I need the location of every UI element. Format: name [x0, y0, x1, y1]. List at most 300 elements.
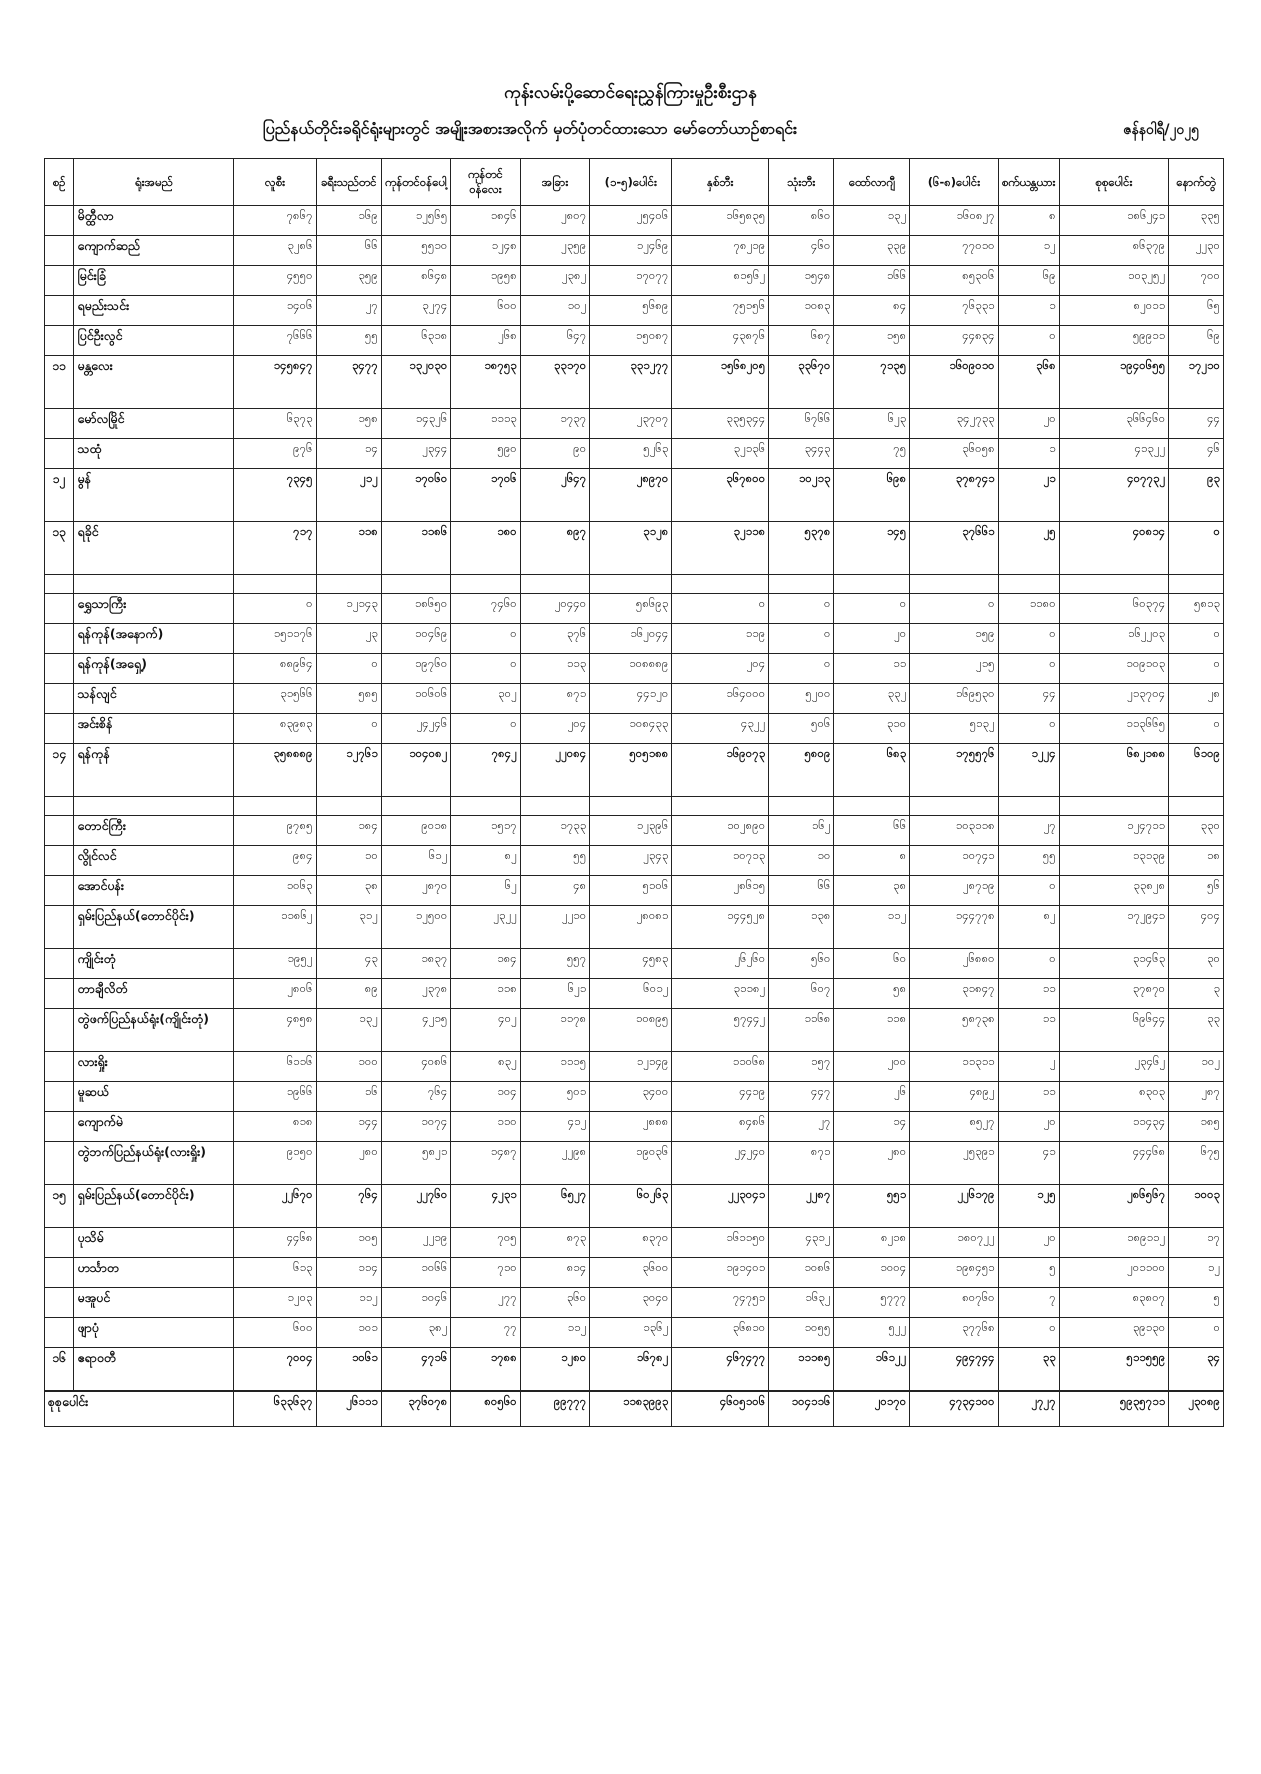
spacer-cell: [234, 797, 316, 816]
value-cell: ၇၀၀၄: [234, 1348, 316, 1392]
value-cell: ၂၂၀၈၄: [520, 744, 589, 797]
value-cell: ၃၁၂: [316, 906, 381, 949]
value-cell: ၂၂၁၀: [520, 906, 589, 949]
value-cell: ၁၀၄: [451, 1082, 520, 1112]
value-cell: ၅၂၆၃: [590, 439, 672, 469]
value-cell: ၂၈၇: [1169, 1082, 1224, 1112]
value-cell: ၁၀၄၀၈၂: [381, 744, 450, 797]
value-cell: ၂၈၇၀: [381, 876, 450, 906]
value-cell: ၃၆၀: [520, 1288, 589, 1318]
value-cell: ၁၄၃၂၆: [381, 409, 450, 439]
table-row: [45, 266, 1224, 296]
value-cell: ၃၃၁၂၇၇: [590, 356, 672, 409]
table-row: [45, 906, 1224, 949]
spacer-cell: [451, 575, 520, 594]
value-cell: ၁၁၄: [316, 1258, 381, 1288]
value-cell: ၆၂၁: [520, 979, 589, 1009]
column-header: ကုန်တင်ဝန်လေး: [451, 159, 520, 206]
value-cell: ၈၇၃: [520, 1228, 589, 1258]
spacer-cell: [672, 575, 769, 594]
serial-number-cell: [45, 326, 74, 356]
value-cell: ၁၆၉: [316, 206, 381, 236]
spacer-cell: [520, 575, 589, 594]
table-row: [45, 1009, 1224, 1052]
value-cell: ၁၈၄: [451, 949, 520, 979]
value-cell: ၆၅၂၇: [520, 1185, 589, 1228]
value-cell: ၁၅၆၈၂၀၅: [672, 356, 769, 409]
value-cell: ၃၄၀၀: [590, 1082, 672, 1112]
value-cell: ၁၂၁၄၉: [590, 1052, 672, 1082]
serial-number-cell: ၁၁: [45, 356, 74, 409]
value-cell: ၂၂၆၇၀: [234, 1185, 316, 1228]
value-cell: ၂၈၇၁၉: [910, 876, 998, 906]
table-row: [45, 979, 1224, 1009]
value-cell: ၈၁၅၆၂: [672, 266, 769, 296]
value-cell: ၁၄၈၇: [451, 1142, 520, 1185]
spacer-cell: [834, 575, 910, 594]
spacer-cell: [381, 797, 450, 816]
value-cell: ၈၄: [834, 296, 910, 326]
value-cell: ၃၆၇၈၀၀: [672, 469, 769, 522]
value-cell: ၁၇၂၁၀: [1169, 356, 1224, 409]
value-cell: ၁၁၁၈၅: [769, 1348, 834, 1392]
office-name-cell: လားရှိုး: [74, 1052, 234, 1082]
value-cell: ၈၉: [316, 979, 381, 1009]
value-cell: ၀: [910, 594, 998, 624]
value-cell: ၃၅၉: [316, 266, 381, 296]
value-cell: ၅၅: [520, 846, 589, 876]
serial-number-cell: [45, 296, 74, 326]
value-cell: ၁၆၉၅၃၀: [910, 684, 998, 714]
value-cell: ၃၅၈၈၈၉: [234, 744, 316, 797]
serial-number-cell: [45, 816, 74, 846]
value-cell: ၁၀၅၅: [769, 1318, 834, 1348]
value-cell: ၈၆၃၇၉: [1059, 236, 1168, 266]
value-cell: ၁၁၉: [672, 624, 769, 654]
value-cell: ၁၁၈၆၂: [234, 906, 316, 949]
total-value-cell: ၂၆၁၁၁: [316, 1391, 381, 1427]
value-cell: ၀: [998, 326, 1059, 356]
value-cell: ၅: [1169, 1288, 1224, 1318]
value-cell: ၀: [998, 949, 1059, 979]
value-cell: ၃၈: [316, 876, 381, 906]
value-cell: ၁၀၂၁၃: [769, 469, 834, 522]
value-cell: ၈၃၈၀၇: [1059, 1288, 1168, 1318]
serial-number-cell: [45, 684, 74, 714]
value-cell: ၄၄၈၃၄: [910, 326, 998, 356]
total-row: [45, 1391, 1224, 1427]
value-cell: ၂၈၀၇: [520, 206, 589, 236]
value-cell: ၇၅: [834, 439, 910, 469]
value-cell: ၀: [1169, 654, 1224, 684]
office-name-cell: ဖျာပုံ: [74, 1318, 234, 1348]
value-cell: ၈၈၉၆၄: [234, 654, 316, 684]
value-cell: ၁၁၈: [834, 1009, 910, 1052]
vehicle-registration-table: [44, 158, 1224, 1427]
office-name-cell: ရန်ကုန်: [74, 744, 234, 797]
serial-number-cell: [45, 1288, 74, 1318]
value-cell: ၁၆၀၉၀၁၀: [910, 356, 998, 409]
office-name-cell: မိတ္ထီလာ: [74, 206, 234, 236]
value-cell: ၁၃၁၃၉: [1059, 846, 1168, 876]
office-name-cell: အောင်ပန်း: [74, 876, 234, 906]
column-header: (၁-၅)ပေါင်း: [590, 159, 672, 206]
spacer-cell: [910, 797, 998, 816]
value-cell: ၁၆၉၀၇၃: [672, 744, 769, 797]
value-cell: ၄၄၁၂၀: [590, 684, 672, 714]
value-cell: ၁၁: [998, 1009, 1059, 1052]
value-cell: ၈၂: [998, 906, 1059, 949]
value-cell: ၃၂၁၃၆: [672, 439, 769, 469]
value-cell: ၅၅: [998, 846, 1059, 876]
value-cell: ၁၆၆: [834, 266, 910, 296]
office-name-cell: ပုသိမ်: [74, 1228, 234, 1258]
value-cell: ၅၁၀၆: [590, 876, 672, 906]
value-cell: ၂၀: [998, 1112, 1059, 1142]
value-cell: ၁၈၆၂၄၁: [1059, 206, 1168, 236]
value-cell: ၁၇၃၇: [520, 409, 589, 439]
column-header: ခရီးသည်တင်: [316, 159, 381, 206]
table-row: [45, 624, 1224, 654]
table-row: [45, 1142, 1224, 1185]
value-cell: ၁၈၀၇၂၂: [910, 1228, 998, 1258]
value-cell: ၁၆၇၈၂: [590, 1348, 672, 1392]
office-name-cell: ရွှေသာကြီး: [74, 594, 234, 624]
value-cell: ၁၂၁၄၃: [316, 594, 381, 624]
value-cell: ၄၈၉၂: [910, 1082, 998, 1112]
value-cell: ၂၃၅၉: [520, 236, 589, 266]
office-name-cell: တောင်ကြီး: [74, 816, 234, 846]
value-cell: ၁၂: [998, 236, 1059, 266]
value-cell: ၅၆: [1169, 876, 1224, 906]
office-name-cell: ရခိုင်: [74, 522, 234, 575]
serial-number-cell: ၁၄: [45, 744, 74, 797]
value-cell: ၁၁၇၈: [520, 1009, 589, 1052]
total-value-cell: ၁၁၈၃၉၉၃: [590, 1391, 672, 1427]
value-cell: ၂၀၁၁၀၀: [1059, 1258, 1168, 1288]
column-header: အခြား: [520, 159, 589, 206]
value-cell: ၁၄၄၅၂၈: [672, 906, 769, 949]
value-cell: ၁၀၁: [316, 1318, 381, 1348]
value-cell: ၁၁၃၁၁: [910, 1052, 998, 1082]
value-cell: ၂၁၃၇၀၄: [1059, 684, 1168, 714]
serial-number-cell: [45, 846, 74, 876]
value-cell: ၄၀၈၆: [381, 1052, 450, 1082]
value-cell: ၄၃၂၂: [672, 714, 769, 744]
value-cell: ၃၃၅: [1169, 206, 1224, 236]
serial-number-cell: ၁၆: [45, 1348, 74, 1392]
value-cell: ၄၀၈၁၄: [1059, 522, 1168, 575]
table-row: [45, 714, 1224, 744]
office-name-cell: ကျိုင်းတုံ: [74, 949, 234, 979]
value-cell: ၀: [316, 714, 381, 744]
value-cell: ၁၁၀: [451, 1112, 520, 1142]
office-name-cell: ရှမ်းပြည်နယ်(တောင်ပိုင်း): [74, 1185, 234, 1228]
value-cell: ၂၆၈၈၀: [910, 949, 998, 979]
value-cell: ၆၁၁၆: [234, 1052, 316, 1082]
value-cell: ၆၈၃: [834, 744, 910, 797]
value-cell: ၂၇: [998, 816, 1059, 846]
value-cell: ၃၃၂: [834, 684, 910, 714]
value-cell: ၂၃၇၀၇: [590, 409, 672, 439]
column-header: စက်ယန္တယား: [998, 159, 1059, 206]
value-cell: ၃၃၀: [1169, 816, 1224, 846]
spacer-cell: [998, 575, 1059, 594]
value-cell: ၁၉၀၃၆: [590, 1142, 672, 1185]
value-cell: ၅၈၆၉၃: [590, 594, 672, 624]
value-cell: ၁၀၈၆: [769, 1258, 834, 1288]
value-cell: ၁၁၂: [520, 1318, 589, 1348]
total-value-cell: ၄၇၃၄၁၀၀: [910, 1391, 998, 1427]
value-cell: ၂၈၀: [834, 1142, 910, 1185]
office-name-cell: ရန်ကုန်(အနောက်): [74, 624, 234, 654]
value-cell: ၁၀၀: [316, 1052, 381, 1082]
value-cell: ၂၈၀၈၁: [590, 906, 672, 949]
spacer-cell: [769, 797, 834, 816]
value-cell: ၁၀၇၄၁: [910, 846, 998, 876]
serial-number-cell: [45, 654, 74, 684]
serial-number-cell: [45, 1142, 74, 1185]
value-cell: ၃၆၈၁၀: [672, 1318, 769, 1348]
value-cell: ၃၂၇၄: [381, 296, 450, 326]
value-cell: ၉၇၆: [234, 439, 316, 469]
table-row: [45, 326, 1224, 356]
spacer-cell: [1059, 575, 1168, 594]
value-cell: ၅၈၇၃၈: [910, 1009, 998, 1052]
value-cell: ၁၂၅၀၀: [381, 906, 450, 949]
value-cell: ၈၃၂: [451, 1052, 520, 1082]
value-cell: ၆၇၅: [1169, 1142, 1224, 1185]
value-cell: ၂၈၀၆: [234, 979, 316, 1009]
value-cell: ၄၉၄၇၄၄: [910, 1348, 998, 1392]
table-row: [45, 684, 1224, 714]
office-name-cell: ရမည်းသင်း: [74, 296, 234, 326]
value-cell: ၁၀၆၆: [381, 1258, 450, 1288]
value-cell: ၃၃၈၂၈: [1059, 876, 1168, 906]
total-value-cell: ၂၀၁၇၀: [834, 1391, 910, 1427]
value-cell: ၇၈၄၂: [451, 744, 520, 797]
value-cell: ၁၄: [316, 439, 381, 469]
table-header-row: [45, 159, 1224, 206]
value-cell: ၁၁: [998, 979, 1059, 1009]
serial-number-cell: ၁၂: [45, 469, 74, 522]
spacer-cell: [672, 797, 769, 816]
value-cell: ၈၀၇၆၀: [910, 1288, 998, 1318]
value-cell: ၄၃: [316, 949, 381, 979]
value-cell: ၃၉၁၃၀: [1059, 1318, 1168, 1348]
value-cell: ၄၃၁၂: [769, 1228, 834, 1258]
value-cell: ၁၀၄၆: [381, 1288, 450, 1318]
office-name-cell: တွဲဘက်ပြည်နယ်ရုံး(လားရှိုး): [74, 1142, 234, 1185]
value-cell: ၁၀၈၄၃၃: [590, 714, 672, 744]
value-cell: ၅၈၂၁: [381, 1142, 450, 1185]
value-cell: ၃၀၄၀: [590, 1288, 672, 1318]
table-row: [45, 1318, 1224, 1348]
table-row: [45, 1288, 1224, 1318]
value-cell: ၈၂: [451, 846, 520, 876]
value-cell: ၆၆: [769, 876, 834, 906]
value-cell: ၁၂၂၄: [998, 744, 1059, 797]
total-value-cell: ၈၀၅၆၀: [451, 1391, 520, 1427]
value-cell: ၂၄၂၄၆: [381, 714, 450, 744]
serial-number-cell: [45, 594, 74, 624]
column-header: ကုန်တင်ဝန်ပေါ့: [381, 159, 450, 206]
value-cell: ၅၁၃၂: [910, 714, 998, 744]
spacer-row: [45, 797, 1224, 816]
office-name-cell: ပြင်ဦးလွင်: [74, 326, 234, 356]
value-cell: ၇၈၆၇: [234, 206, 316, 236]
value-cell: ၆၀၀: [451, 296, 520, 326]
column-header: နောက်တွဲ: [1169, 159, 1224, 206]
value-cell: ၆၀၁၂: [590, 979, 672, 1009]
table-row: [45, 522, 1224, 575]
value-cell: ၁၁၂: [834, 906, 910, 949]
value-cell: ၂၁: [998, 469, 1059, 522]
value-cell: ၂၃၈၂: [520, 266, 589, 296]
value-cell: ၁၇၀၆၀: [381, 469, 450, 522]
value-cell: ၂: [998, 1052, 1059, 1082]
spacer-cell: [590, 575, 672, 594]
value-cell: ၈၅၂၇: [910, 1112, 998, 1142]
value-cell: ၁၄၅၈၄၇: [234, 356, 316, 409]
value-cell: ၅၁၁၅၅၉: [1059, 1348, 1168, 1392]
value-cell: ၁၃၆၂: [590, 1318, 672, 1348]
value-cell: ၂၇၇: [451, 1288, 520, 1318]
spacer-cell: [1169, 575, 1224, 594]
serial-number-cell: [45, 876, 74, 906]
value-cell: ၂၀၄: [520, 714, 589, 744]
value-cell: ၃၀: [1169, 949, 1224, 979]
value-cell: ၁၀၀၃: [1169, 1185, 1224, 1228]
value-cell: ၂၀: [834, 624, 910, 654]
value-cell: ၀: [1169, 624, 1224, 654]
value-cell: ၀: [1169, 714, 1224, 744]
value-cell: ၁၂၀၃: [234, 1288, 316, 1318]
value-cell: ၁၃၈: [769, 906, 834, 949]
spacer-cell: [1169, 797, 1224, 816]
value-cell: ၁၆၁၂၂: [834, 1348, 910, 1392]
serial-number-cell: [45, 906, 74, 949]
value-cell: ၁၉၇၆၀: [381, 654, 450, 684]
total-value-cell: ၂၇၂၇: [998, 1391, 1059, 1427]
value-cell: ၁၀၃၁၁၈: [910, 816, 998, 846]
value-cell: ၃၇၈၇၀: [1059, 979, 1168, 1009]
value-cell: ၁၀၆၃: [234, 876, 316, 906]
value-cell: ၇၀၀: [1169, 266, 1224, 296]
value-cell: ၁၂၄၈: [451, 236, 520, 266]
value-cell: ၇၇: [451, 1318, 520, 1348]
table-row: [45, 1228, 1224, 1258]
value-cell: ၁၇၀၆: [451, 469, 520, 522]
value-cell: ၁၃၂: [316, 1009, 381, 1052]
office-name-cell: အင်းစိန်: [74, 714, 234, 744]
document-subtitle: ပြည်နယ်တိုင်းခရိုင်ရုံးများတွင် အမျိုးအစားအလိုက် မှတ်ပုံတင်ထားသော မော်တော်ယာဉ်စာရင်း: [262, 119, 798, 138]
value-cell: ၄၂၁၅: [381, 1009, 450, 1052]
value-cell: ၁၅၈: [316, 409, 381, 439]
value-cell: ၅၈၁၃: [1169, 594, 1224, 624]
value-cell: ၀: [1169, 522, 1224, 575]
value-cell: ၄၀၇၇၃၂: [1059, 469, 1168, 522]
serial-number-cell: [45, 1052, 74, 1082]
value-cell: ၈၆၀: [769, 206, 834, 236]
value-cell: ၀: [451, 654, 520, 684]
value-cell: ၂၃: [316, 624, 381, 654]
value-cell: ၇၁၇: [234, 522, 316, 575]
value-cell: ၂၃၄၄: [381, 439, 450, 469]
value-cell: ၄၁၂: [520, 1112, 589, 1142]
value-cell: ၅၇၄၄၂: [672, 1009, 769, 1052]
value-cell: ၄၄၁၉: [672, 1082, 769, 1112]
value-cell: ၁၁၆၈: [769, 1009, 834, 1052]
value-cell: ၂၂၆၁၇၉: [910, 1185, 998, 1228]
office-name-cell: မြင်းခြံ: [74, 266, 234, 296]
value-cell: ၁၁: [834, 654, 910, 684]
office-name-cell: ရန်ကုန်(အရှေ့): [74, 654, 234, 684]
value-cell: ၂၂၇၆၀: [381, 1185, 450, 1228]
serial-number-cell: [45, 624, 74, 654]
value-cell: ၇၆၄: [381, 1082, 450, 1112]
table-row: [45, 1258, 1224, 1288]
value-cell: ၁၇: [1169, 1228, 1224, 1258]
value-cell: ၁: [998, 439, 1059, 469]
office-name-cell: ကျောက်မဲ: [74, 1112, 234, 1142]
serial-number-cell: ၁၃: [45, 522, 74, 575]
value-cell: ၀: [834, 594, 910, 624]
value-cell: ၆၈၂၁၈၈: [1059, 744, 1168, 797]
value-cell: ၃၃၁၇၀: [520, 356, 589, 409]
value-cell: ၈၁၄: [520, 1258, 589, 1288]
table-row: [45, 206, 1224, 236]
spacer-row: [45, 575, 1224, 594]
value-cell: ၂၂၉၈: [520, 1142, 589, 1185]
spacer-cell: [234, 575, 316, 594]
serial-number-cell: [45, 1318, 74, 1348]
column-header: လူစီး: [234, 159, 316, 206]
value-cell: ၃၃၆၇၀: [769, 356, 834, 409]
value-cell: ၂၂၃၀၄၁: [672, 1185, 769, 1228]
value-cell: ၃၆၆၄၆၀: [1059, 409, 1168, 439]
value-cell: ၂၀၀: [834, 1052, 910, 1082]
value-cell: ၂၈၆၅၆၇: [1059, 1185, 1168, 1228]
table-row: [45, 356, 1224, 409]
spacer-cell: [520, 797, 589, 816]
value-cell: ၆၀၃၇၄: [1059, 594, 1168, 624]
spacer-cell: [769, 575, 834, 594]
value-cell: ၄၆၇၄၇၇: [672, 1348, 769, 1392]
serial-number-cell: [45, 409, 74, 439]
total-label: စုစုပေါင်း: [45, 1391, 234, 1427]
value-cell: ၅၆၈၉: [590, 296, 672, 326]
value-cell: ၉၃: [1169, 469, 1224, 522]
value-cell: ၃၆၈: [998, 356, 1059, 409]
value-cell: ၂၈၀: [316, 1142, 381, 1185]
value-cell: ၄၄၆၈: [234, 1228, 316, 1258]
value-cell: ၆၂: [451, 876, 520, 906]
value-cell: ၁၂၅: [998, 1185, 1059, 1228]
value-cell: ၇၆၄: [316, 1185, 381, 1228]
value-cell: ၁၈၉၁၁၂: [1059, 1228, 1168, 1258]
spacer-cell: [316, 575, 381, 594]
value-cell: ၁၀၂: [520, 296, 589, 326]
spacer-cell: [834, 797, 910, 816]
value-cell: ၈၁၈: [234, 1112, 316, 1142]
value-cell: ၁၂၇၆၁: [316, 744, 381, 797]
spacer-cell: [45, 575, 74, 594]
value-cell: ၈၂၁၈: [834, 1228, 910, 1258]
value-cell: ၁၅၁၇: [451, 816, 520, 846]
value-cell: ၈၃၉၈၃: [234, 714, 316, 744]
value-cell: ၂၅: [998, 522, 1059, 575]
